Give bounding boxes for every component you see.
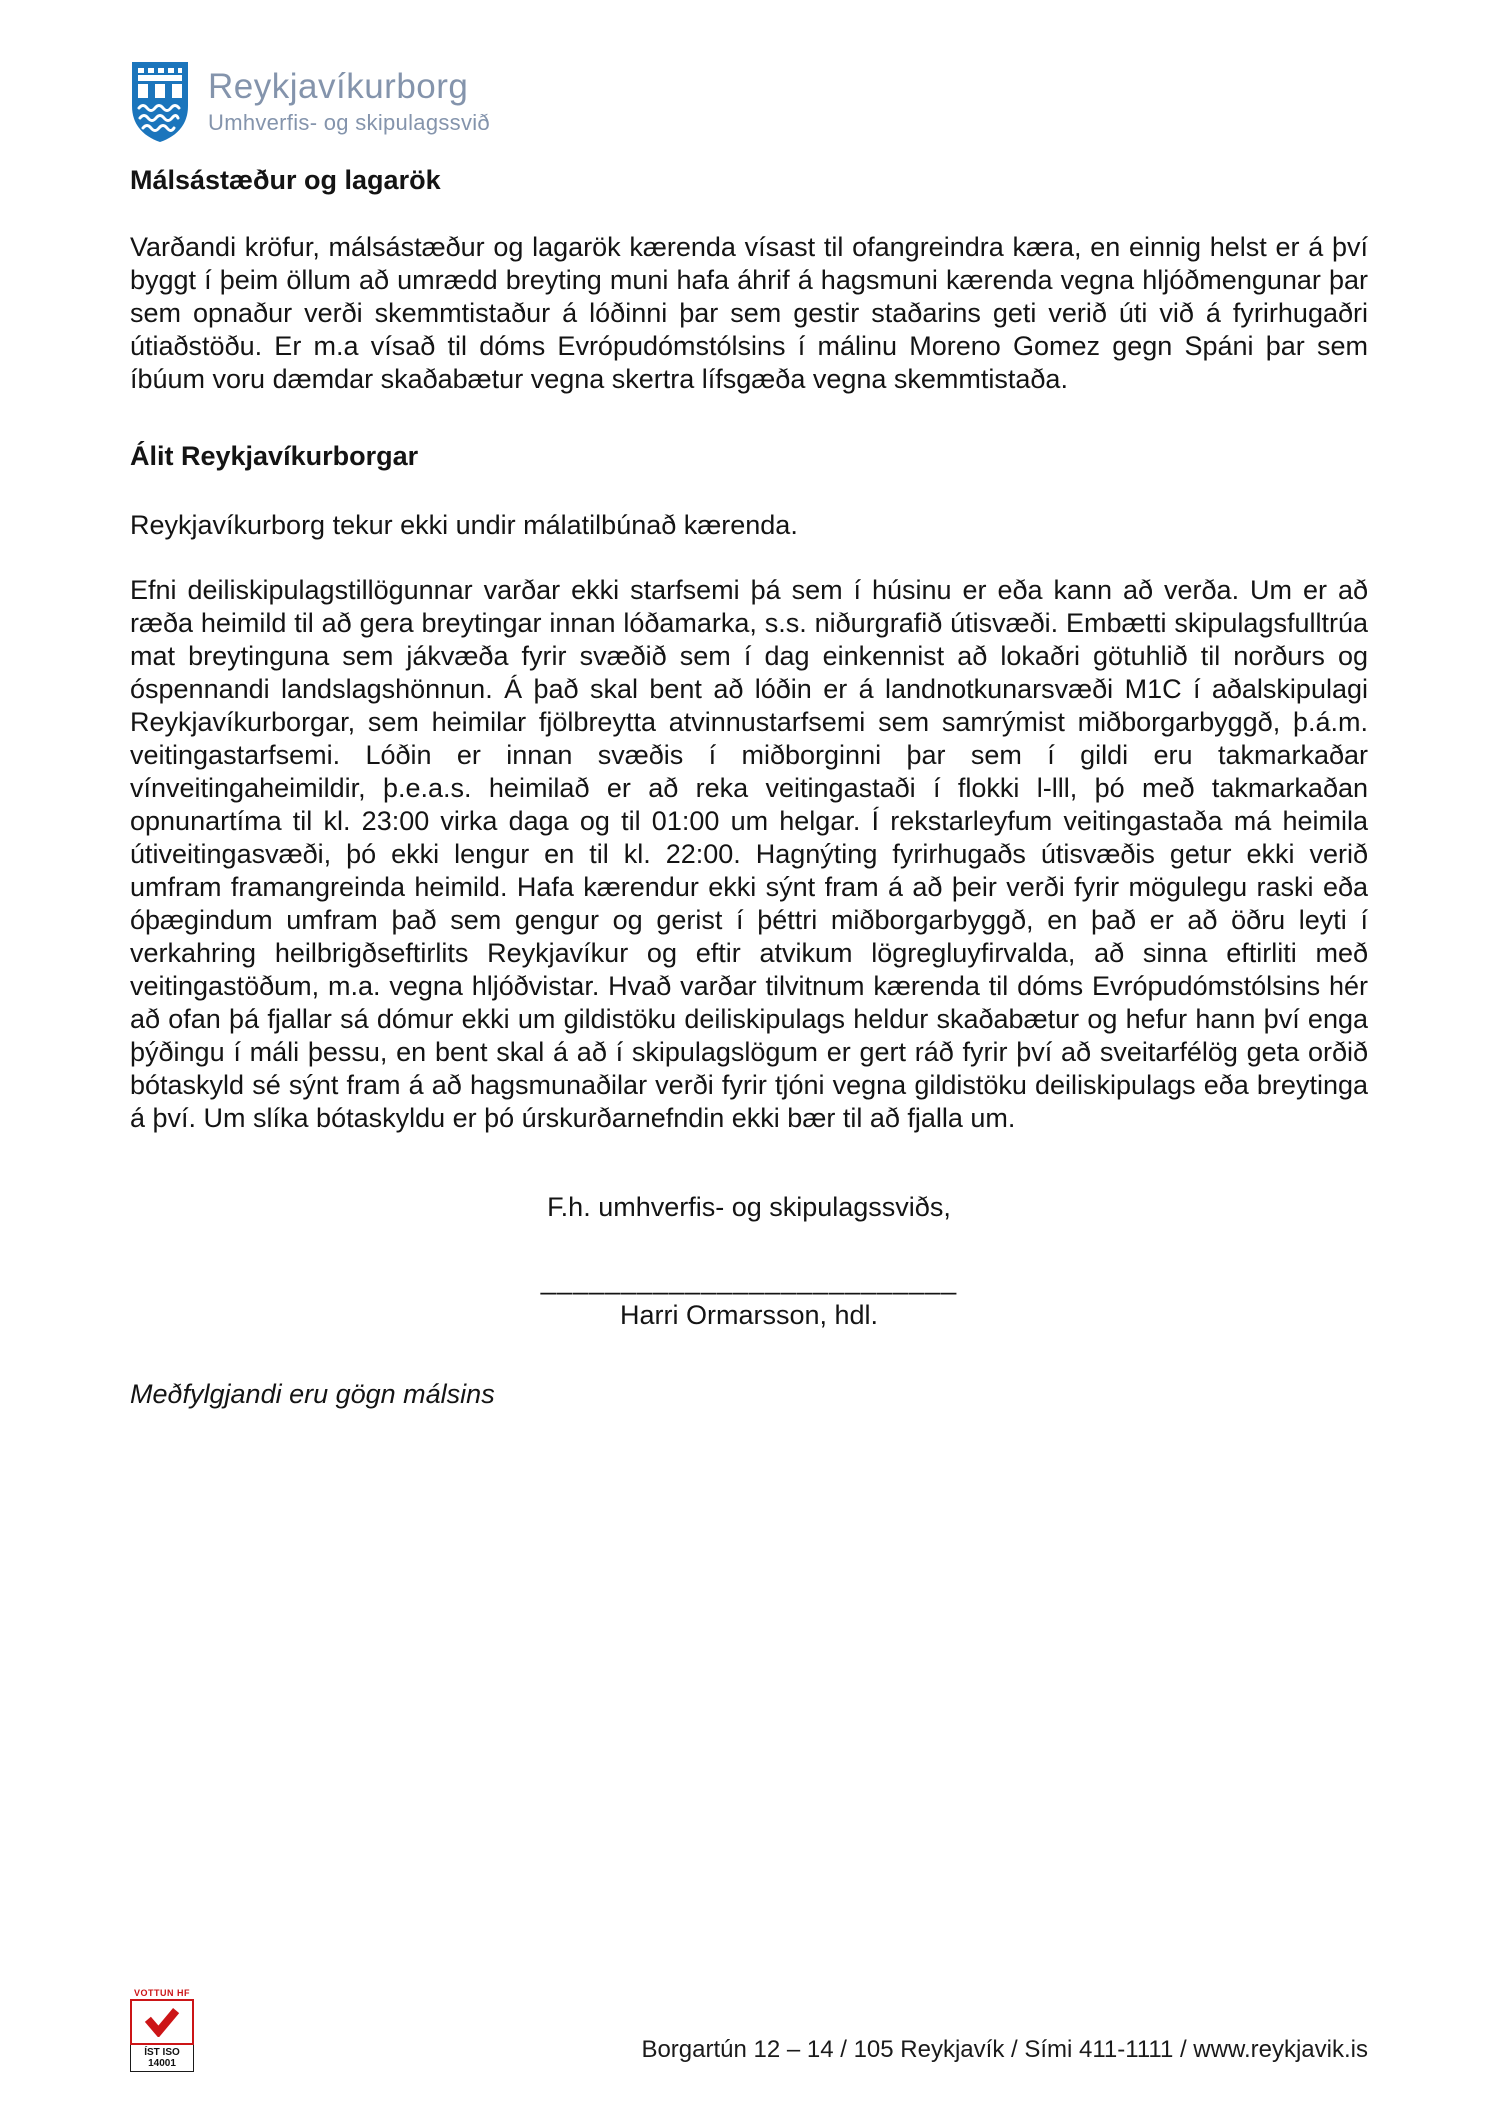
- paragraph-position-statement: Reykjavíkurborg tekur ekki undir málatilbúnað kærenda.: [130, 510, 798, 540]
- organization-name: Reykjavíkurborg: [208, 66, 469, 106]
- footer-address: Borgartún 12 – 14 / 105 Reykjavík / Sími 411-1111 / www.reykjavik.is: [641, 2036, 1368, 2063]
- section-heading-alit: Álit Reykjavíkurborgar: [130, 441, 419, 471]
- paragraph-city-opinion: Efni deiliskipulagstillögunnar varðar ekki starfsemi þá sem í húsinu er eða kann að verða. Um er að ræða heimild til að gera breytingar innan lóðamarka, s.s. niðurgrafið útisvæði. Embætti skipulagsfulltrúa mat breytinguna sem jákvæða fyrir svæðið sem í dag einkennist að lokaðri götuhlið til norðurs og óspennandi landslagshönnun. Á það skal bent að lóðin er á landnotkunarsvæði M1C í aðalskipulagi Reykjavíkurborgar, sem heimilar fjölbreytta atvinnustarfsemi sem samrýmist miðborgarbyggð, þ.á.m. veitingastarfsemi. Lóðin er innan svæðis í miðborginni þar sem í gildi eru takmarkaðar vínveitingaheimildir, þ.e.a.s. heimilað er að reka veitingastaði í flokki l-lll, þó með takmarkaðan opnunartíma til kl. 23:00 virka daga og til 01:00 um helgar. Í rekstarleyfum veitingastaða má heimila útiveitingasvæði, þó ekki lengur en til kl. 22:00. Hagnýting fyrirhugaðs útisvæðis getur ekki verið umfram framangreinda heimild. Hafa kærendur ekki sýnt fram á að þeir verði fyrir mögulegu raski eða óþægindum umfram það sem gengur og gerist í þéttri miðborgarbyggð, en það er að öðru leyti í verkahring heilbrigðseftirlits Reykjavíkur og eftir atvikum lögregluyfirvalda, að sinna eftirliti með veitingastöðum, m.a. vegna hljóðvistar. Hvað varðar tilvitnum kærenda til dóms Evrópudómstólsins hér að ofan þá fjallar sá dómur ekki um gildistöku deiliskipulags heldur skaðabætur og hefur hann því enga þýðingu í máli þessu, en bent skal á að í skipulagslögum er gert ráð fyrir því að sveitarfélög geta orðið bótaskyld sé sýnt fram á að hagsmunaðilar verði fyrir tjóni vegna gildistöku deiliskipulags eða breytinga á því. Um slíka bótaskyldu er þó úrskurðarnefndin ekki bær til að fjalla um.: [130, 575, 1368, 1133]
- iso-badge-vottun-label: VOTTUN HF: [134, 1988, 190, 1998]
- paragraph-legal-grounds: Varðandi kröfur, málsástæður og lagarök kærenda vísast til ofangreindra kæra, en einnig helst er á því byggt í þeim öllum að umrædd breyting muni hafa áhrif á hagsmuni kærenda vegna hljóðmengunar þar sem opnaður verði skemmtistaður á lóðinni þar sem gestir staðarins geti verið úti við á fyrirhugaðri útiaðstöðu. Er m.a vísað til dóms Evrópudómstólsins í málinu Moreno Gomez gegn Spáni þar sem íbúum voru dæmdar skaðabætur vegna skertra lífsgæða vegna skemmtistaða.: [130, 232, 1368, 394]
- letterhead: [130, 58, 1368, 146]
- iso-badge-standard-label: ÍST ISO 14001: [130, 2045, 194, 2072]
- logo-wordmark: [208, 68, 490, 137]
- attachments-note: Meðfylgjandi eru gögn málsins: [130, 1379, 495, 1409]
- city-coat-of-arms-icon: [130, 60, 190, 144]
- signature-line: __________________________: [540, 1265, 958, 1295]
- signature-on-behalf: F.h. umhverfis- og skipulagssviðs,: [547, 1192, 951, 1222]
- iso-certification-badge: [130, 1988, 194, 2072]
- signatory-name: Harri Ormarsson, hdl.: [619, 1300, 879, 1330]
- signature-block: [130, 1191, 1368, 1332]
- department-name: Umhverfis- og skipulagssvið: [208, 110, 490, 136]
- checkmark-icon: [130, 1999, 194, 2045]
- section-heading-malsastaedur: Málsástæður og lagarök: [130, 165, 441, 195]
